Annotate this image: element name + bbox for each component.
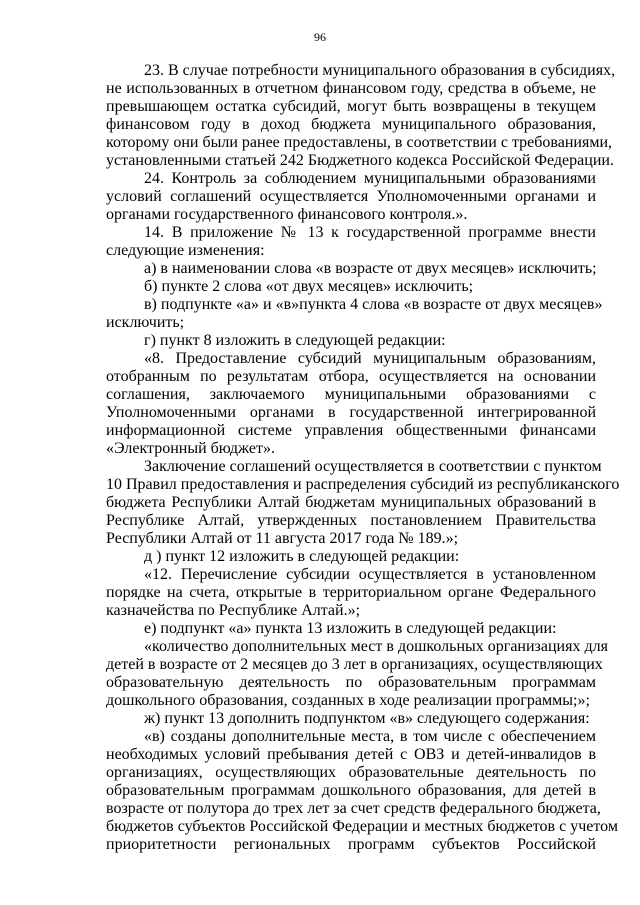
text-line: Республики Алтай от 11 августа 2017 года № 189.»; (106, 530, 459, 547)
text-line: установленными статьей 242 Бюджетного кодекса Российской Федерации. (106, 152, 614, 169)
text-line: 23. В случае потребности муниципального образования в субсидиях, (144, 62, 616, 79)
text-line: детей в возрасте от 2 месяцев до 3 лет в организациях, осуществляющих (106, 656, 603, 673)
text-line: д ) пункт 12 изложить в следующей редакции: (144, 548, 460, 565)
text-line: органами государственного финансового контроля.». (106, 206, 468, 223)
text-line: приоритетности региональных программ субъектов Российской (106, 836, 596, 853)
text-line: бюджета Республики Алтай бюджетам муниципальных образований в (106, 494, 596, 511)
text-line: организациях, осуществляющих образовательные деятельность по (106, 764, 596, 781)
text-line: следующие изменения: (106, 242, 265, 259)
text-line: «Электронный бюджет». (106, 440, 275, 457)
text-line: возрасте от полутора до трех лет за счет средств федерального бюджета, (106, 800, 601, 817)
text-line: отобранным по результатам отбора, осуществляется на основании (106, 368, 596, 385)
text-line: информационной системе управления общественными финансами (106, 422, 596, 439)
text-line: бюджетов субъектов Российской Федерации и местных бюджетов с учетом (106, 818, 618, 835)
text-line: дошкольного образования, созданных в ходе реализации программы;»; (106, 692, 590, 709)
text-line: образовательную деятельность по образовательным программам (106, 674, 596, 691)
text-line: условий соглашений осуществляется Уполномоченными органами и (106, 188, 596, 205)
text-line: «8. Предоставлeние субсидий муниципальным образованиям, (144, 350, 596, 367)
text-line: которому они были ранее предоставлены, в соответствии с требованиями, (106, 134, 613, 151)
text-line: «в) созданы дополнительные места, в том числе с обеспечением (144, 728, 596, 745)
text-line: образовательным программам дошкольного образования, для детей в (106, 782, 596, 799)
text-line: порядке на счета, открытые в территориальном органе Федерального (106, 584, 596, 601)
text-line: Уполномоченными органами в государственной интегрированной (106, 404, 596, 421)
document-body (106, 62, 620, 854)
text-line: не использованных в отчетном финансовом году, средства в объеме, не (106, 80, 596, 97)
text-line: превышающем остатка субсидий, могут быть возвращены в текущем (106, 98, 596, 115)
page-number: 96 (314, 30, 326, 44)
text-line: «12. Перечисление субсидии осуществляется в установленном (144, 566, 596, 583)
text-line: 24. Контроль за соблюдением муниципальными образованиями (144, 170, 596, 187)
text-line: б) пункте 2 слова «от двух месяцев» исключить; (144, 278, 474, 295)
text-line: необходимых условий пребывания детей с ОВЗ и детей-инвалидов в (106, 746, 596, 763)
text-line: в) подпункте «а» и «в»пункта 4 слова «в возрасте от двух месяцев» (144, 296, 603, 313)
text-line: а) в наименовании слова «в возрасте от двух месяцев» исключить; (144, 260, 597, 277)
text-line: 14. В приложение № 13 к государственной программе внести (144, 224, 596, 241)
text-line: соглашения, заключаемого муниципальными образованиями с (106, 386, 596, 403)
text-line: Заключение соглашений осуществляется в соответствии с пунктом (144, 458, 602, 475)
text-line: финансовом году в доход бюджета муниципального образования, (106, 116, 596, 133)
text-line: Республике Алтай, утвержденных постановлением Правительства (106, 512, 596, 529)
text-line: 10 Правил предоставления и распределения субсидий из республиканского (106, 476, 620, 493)
text-line: е) подпункт «а» пункта 13 изложить в следующей редакции: (144, 620, 557, 637)
text-line: г) пункт 8 изложить в следующей редакции: (144, 332, 446, 349)
text-line: казначейства по Республике Алтай.»; (106, 602, 361, 619)
text-line: «количество дополнительных мест в дошкольных организациях для (144, 638, 608, 655)
text-line: ж) пункт 13 дополнить подпунктом «в» следующего содержания: (144, 710, 590, 727)
text-line: исключить; (106, 314, 185, 331)
